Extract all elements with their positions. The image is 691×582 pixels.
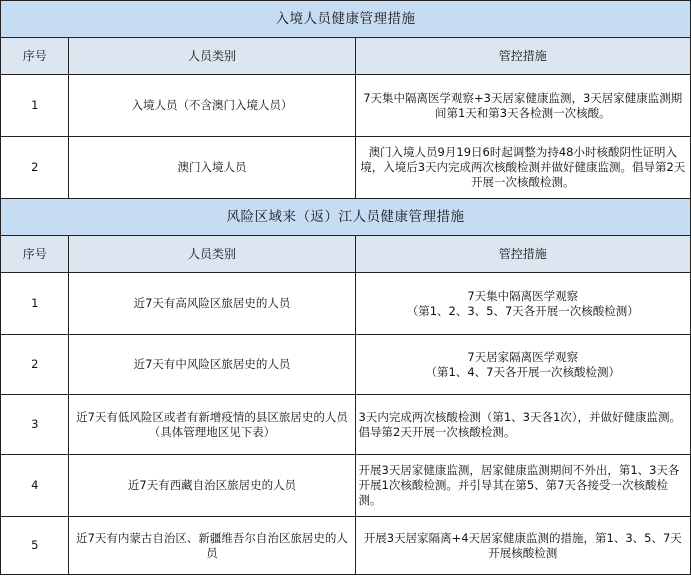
measure-line: （第1、2、3、5、7天各开展一次核酸检测）	[406, 303, 639, 318]
row-measure: 7天集中隔离医学观察+3天居家健康监测，3天居家健康监测期间第1天和第3天各检测一次核酸。	[355, 75, 690, 137]
row-category: 近7天有中风险区旅居史的人员	[69, 335, 355, 395]
row-index: 1	[1, 75, 69, 137]
row-measure: 澳门入境人员9月19日6时起调整为持48小时核酸阴性证明入境，入境后3天内完成两次核酸检测并做好健康监测。倡导第2天开展一次核酸检测。	[355, 137, 690, 199]
row-index: 5	[1, 517, 69, 575]
row-category: 近7天有西藏自治区旅居史的人员	[69, 455, 355, 517]
section2-title: 风险区域来（返）江人员健康管理措施	[1, 199, 691, 236]
header-measure: 管控措施	[355, 236, 690, 273]
table-row	[1, 455, 691, 517]
section2-title-row	[1, 199, 691, 236]
row-category: 近7天有高风险区旅居史的人员	[69, 273, 355, 335]
section1-header-row	[1, 38, 691, 75]
row-category: 入境人员（不含澳门入境人员）	[69, 75, 355, 137]
row-measure	[355, 335, 690, 395]
row-index: 2	[1, 335, 69, 395]
section1-title: 入境人员健康管理措施	[1, 1, 691, 38]
table-row	[1, 75, 691, 137]
row-measure	[355, 273, 690, 335]
row-index: 4	[1, 455, 69, 517]
measure-line: 7天集中隔离医学观察	[467, 288, 579, 303]
row-measure: 开展3天居家健康监测，居家健康监测期间不外出，第1、3天各开展1次核酸检测。并引导其在第5、第7天各接受一次核酸检测。	[355, 455, 690, 517]
row-category: 澳门入境人员	[69, 137, 355, 199]
header-measure: 管控措施	[355, 38, 690, 75]
table-row	[1, 395, 691, 455]
measure-line: （第1、4、7天各开展一次核酸检测）	[425, 364, 620, 379]
row-category: 近7天有低风险区或者有新增疫情的县区旅居史的人员（具体管理地区见下表）	[69, 395, 355, 455]
header-category: 人员类别	[69, 236, 355, 273]
row-measure: 3天内完成两次核酸检测（第1、3天各1次），并做好健康监测。倡导第2天开展一次核酸检测。	[355, 395, 690, 455]
row-measure: 开展3天居家隔离+4天居家健康监测的措施，第1、3、5、7天开展核酸检测	[355, 517, 690, 575]
header-index: 序号	[1, 38, 69, 75]
section1-title-row	[1, 1, 691, 38]
measure-line: 7天居家隔离医学观察	[467, 349, 579, 364]
table-row	[1, 273, 691, 335]
row-index: 1	[1, 273, 69, 335]
section2-header-row	[1, 236, 691, 273]
table-row	[1, 517, 691, 575]
header-index: 序号	[1, 236, 69, 273]
row-index: 3	[1, 395, 69, 455]
row-category: 近7天有内蒙古自治区、新疆维吾尔自治区旅居史的人员	[69, 517, 355, 575]
row-index: 2	[1, 137, 69, 199]
table-row	[1, 335, 691, 395]
header-category: 人员类别	[69, 38, 355, 75]
table-row	[1, 137, 691, 199]
